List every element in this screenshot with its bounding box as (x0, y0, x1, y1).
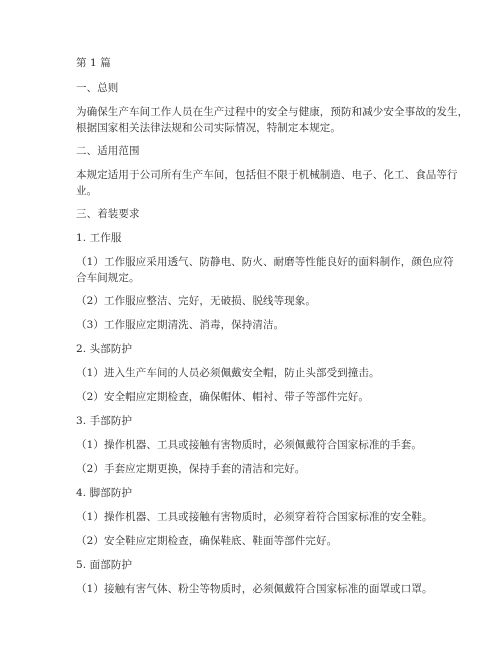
item-1-1-line-1: （1）工作服应采用透气、防静电、防火、耐磨等性能良好的面料制作，颜色应符 (76, 256, 454, 268)
item-5-heading: 5. 面部防护 (76, 559, 133, 571)
item-3-2: （2）手套应定期更换，保持手套的清洁和完好。 (76, 463, 306, 475)
item-1-2: （2）工作服应整洁、完好，无破损、脱线等现象。 (76, 295, 316, 307)
section-1-heading: 一、总则 (76, 82, 119, 94)
item-1-1-line-2: 合车间规定。 (76, 272, 140, 284)
section-2-paragraph-line-2: 业。 (76, 185, 98, 197)
item-2-heading: 2. 头部防护 (76, 343, 133, 355)
item-4-1: （1）操作机器、工具或接触有害物质时，必须穿着符合国家标准的安全鞋。 (76, 511, 433, 523)
item-1-3: （3）工作服应定期清洗、消毒，保持清洁。 (76, 319, 285, 331)
section-1-paragraph-line-1: 为确保生产车间工作人员在生产过程中的安全与健康，预防和减少安全事故的发生， (76, 106, 469, 118)
item-1-heading: 1. 工作服 (76, 232, 122, 244)
item-5-1: （1）接触有害气体、粉尘等物质时，必须佩戴符合国家标准的面罩或口罩。 (76, 583, 433, 595)
section-2-paragraph-line-1: 本规定适用于公司所有生产车间，包括但不限于机械制造、电子、化工、食品等行 (76, 169, 458, 181)
item-3-1: （1）操作机器、工具或接触有害物质时，必须佩戴符合国家标准的手套。 (76, 439, 422, 451)
item-2-1: （1）进入生产车间的人员必须佩戴安全帽，防止头部受到撞击。 (76, 367, 380, 379)
part-label: 第 1 篇 (76, 57, 111, 69)
item-2-2: （2）安全帽应定期检查，确保帽体、帽衬、带子等部件完好。 (76, 391, 369, 403)
item-4-heading: 4. 脚部防护 (76, 487, 133, 499)
item-4-2: （2）安全鞋应定期检查，确保鞋底、鞋面等部件完好。 (76, 535, 338, 547)
section-3-heading: 三、着装要求 (76, 208, 140, 220)
section-1-paragraph-line-2: 根据国家相关法律法规和公司实际情况，特制定本规定。 (76, 122, 341, 134)
section-2-heading: 二、适用范围 (76, 145, 140, 157)
item-3-heading: 3. 手部防护 (76, 415, 133, 427)
